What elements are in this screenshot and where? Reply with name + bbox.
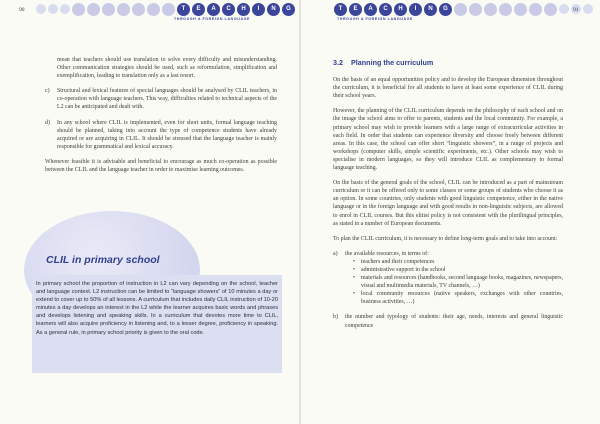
intro-paragraph: mean that teachers should use translation to solve every difficulty and misunderstanding. Other communication strategies should be used, such as reformulation, simplification and exemplification, leading to translation only as a last resort. — [57, 57, 277, 80]
resource-bullets — [333, 258, 563, 307]
list-item-b — [333, 313, 563, 329]
paragraph: On the basis of the general goals of the school, CLIL can be introduced as a part of mainstream curriculum or it can be offered only to some classes or some groups of students who choose it as an option. In some countries, only students with good linguistic competence, either in the native language or in the foreign language and with good results in non-linguistic subjects, are allowed to enrol in CLIL courses. But this elitist policy is not consistent with the plurilingual principles, as stated in a number of European documents. — [333, 180, 563, 227]
closing-paragraph: Whenever feasible it is advisable and beneficial to encourage as much co-operation as possible between the CLIL and the language teacher in order to maximise learning outcomes. — [45, 158, 277, 174]
list-text: In any school where CLIL is implemented, even for short units, formal language teaching should be planned, taking into account the type of competence students have already acquired or are acquiring in CLIL. It should be stressed that the language teacher is mainly responsible for grammatical and lexical accuracy. — [57, 119, 277, 150]
banner-letter: H — [394, 3, 407, 16]
list-label: d) — [45, 119, 50, 126]
banner-letter: E — [192, 3, 205, 16]
banner-letter: N — [424, 3, 437, 16]
list-text: Structural and lexical features of special languages should be analysed by CLIL teachers, in co-operation with language teachers. This way, difficulties related to technical aspects of the L2 can be anticipated and dealt with. — [57, 88, 277, 111]
banner-letter: G — [282, 3, 295, 16]
banner-letter: A — [207, 3, 220, 16]
left-banner — [36, 2, 295, 16]
section-title: Planning the curriculum — [351, 58, 434, 67]
list-text: the available resources, in terms of: — [345, 250, 429, 257]
section-heading — [333, 59, 563, 67]
left-banner-subtitle: THROUGH A FOREIGN LANGUAGE — [174, 17, 251, 21]
banner-letter: C — [379, 3, 392, 16]
banner-letter: T — [177, 3, 190, 16]
bullet-item: • local community resources (native speakers, exchanges with other countries, business activities, …) — [353, 290, 563, 306]
right-banner — [334, 2, 593, 16]
list-item-c — [45, 87, 277, 111]
right-banner-subtitle: THROUGH A FOREIGN LANGUAGE — [337, 17, 414, 21]
list-item-d — [45, 119, 277, 151]
list-label: b) — [333, 314, 338, 321]
banner-letter: I — [409, 3, 422, 16]
box-text: In primary school the proportion of instruction in L2 can vary depending on the school, teacher and language context. L2 instruction can be limited to “language showers” of 10 minutes a day or extend to cover up to 50% of all lessons. A curriculum that includes daily CLIL instruction of 10-20 minutes a day develops an interest in the L2 while the learner acquires basic words and phrases and develops listening and speaking skills. In a curriculum that devotes more time to CLIL, learners will also acquire proficiency in listening and, to a lesser degree, proficiency in speaking. As a general rule, in primary school priority is given to the oral code. — [36, 281, 278, 336]
banner-letter: E — [349, 3, 362, 16]
right-page-number: 91 — [573, 7, 579, 13]
banner-letter: H — [237, 3, 250, 16]
right-column — [333, 59, 563, 337]
box-title: CLIL in primary school — [46, 254, 160, 266]
list-text: the number and typology of students: their age, needs, interests and general linguistic competence — [345, 314, 563, 329]
banner-letter: N — [267, 3, 280, 16]
bullet-item: • administrative support in the school — [353, 266, 563, 274]
banner-letter: A — [364, 3, 377, 16]
paragraph: On the basis of an equal opportunities policy and to develop the European dimension throughout the curriculum, it is beneficial for all students to have at least some experience of CLIL during their school years. — [333, 77, 563, 100]
list-label: a) — [333, 250, 338, 257]
bullet-item: • materials and resources (handbooks, second language books, magazines, newspapers, visual and multimedia materials, TV channels, …) — [353, 274, 563, 290]
section-number: 3.2 — [333, 58, 343, 67]
paragraph: To plan the CLIL curriculum, it is necessary to define long-term goals and to take into account: — [333, 235, 558, 242]
list-item-a — [333, 250, 563, 258]
left-column — [45, 56, 277, 181]
banner-letter: G — [439, 3, 452, 16]
left-page-number: 90 — [19, 7, 25, 13]
banner-letter: T — [334, 3, 347, 16]
paragraph: However, the planning of the CLIL curriculum depends on the philosophy of each school and on the image the school aims to offer to parents, students and the local community. For example, a primary school may wish to provide learners with a large range of extracurricular activities in each field. In order that students can experience diversity and choose freely between different areas. In this case, the school can offer short “linguistic showers”, in a range of projects and workshops (computer skills, simple scientific experiments, etc.). Other schools may wish to specialise in modern languages, so they will introduce CLIL as complementary to formal language teaching. — [333, 108, 563, 172]
page-gutter — [299, 0, 301, 424]
bullet-item: • teachers and their competences — [353, 258, 563, 266]
banner-letter: C — [222, 3, 235, 16]
banner-letter: I — [252, 3, 265, 16]
list-label: c) — [45, 88, 50, 95]
